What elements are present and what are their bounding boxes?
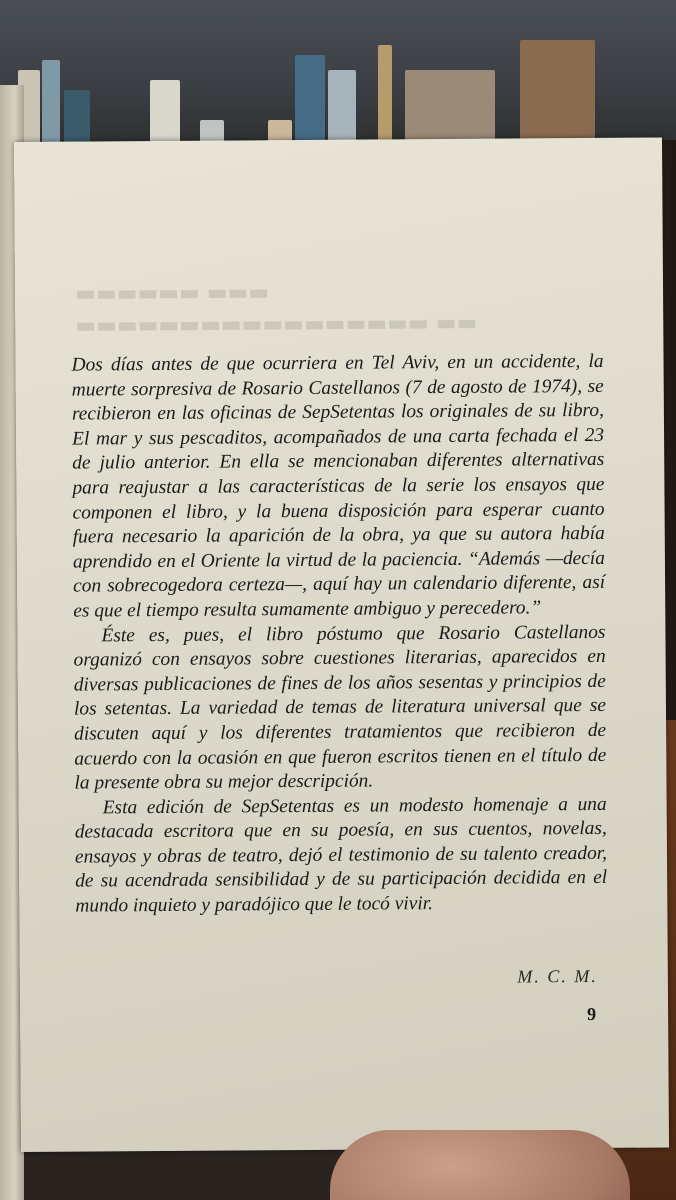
body-text xyxy=(71,350,607,919)
signature-initials: M. C. M. xyxy=(517,965,598,987)
show-through-heading: ▬▬▬ ▬▬▬▬▬▬ xyxy=(74,280,270,307)
show-through-heading: ▬▬ ▬▬▬▬▬▬▬▬▬▬▬▬▬▬▬▬▬ xyxy=(75,310,478,339)
thumb xyxy=(330,1130,630,1200)
paragraph-1: Dos días antes de que ocurriera en Tel Aviv, en un accidente, la muerte sorpresiva de Rosario Castellanos (7 de agosto de 1974), se recibieron en las oficinas de SepSetentas los originales de su libro, El mar y sus pescaditos, acompañados de una carta fechada el 23 de julio anterior. En ella se mencionaban diferentes alternativas para reajustar a las características de la serie los ensayos que componen el libro, y la buena disposición para esperar cuanto fuera necesario la aparición de la obra, ya que su autora había aprendido en el Oriente la virtud de la paciencia. “Además —decía con sobrecogedora certeza—, aquí hay un calendario diferente, así es que el tiempo resulta sumamente ambiguo y perecedero.” xyxy=(71,350,606,622)
paragraph-3: Esta edición de SepSetentas es un modesto homenaje a una destacada escritora que en su poesía, en sus cuentos, novelas, ensayos y obras de teatro, dejó el testimonio de su talento creador, de su acendrada sensibilidad y de su participación decidida en el mundo inquieto y paradójico que le tocó vivir. xyxy=(74,793,608,917)
bookshelf-background xyxy=(0,0,676,160)
page-number: 9 xyxy=(587,1003,597,1025)
book-page xyxy=(14,137,669,1151)
paragraph-2: Éste es, pues, el libro póstumo que Rosario Castellanos organizó con ensayos sobre cuestiones literarias, aparecidos en diversas publicaciones de fines de los años sesentas y principios de los setentas. La variedad de temas de literatura universal que se discuten aquí y los diferentes tratamientos que recibieron de acuerdo con la ocasión en que fueron escritos tienen en el título de la presente obra su mejor descripción. xyxy=(73,621,607,794)
